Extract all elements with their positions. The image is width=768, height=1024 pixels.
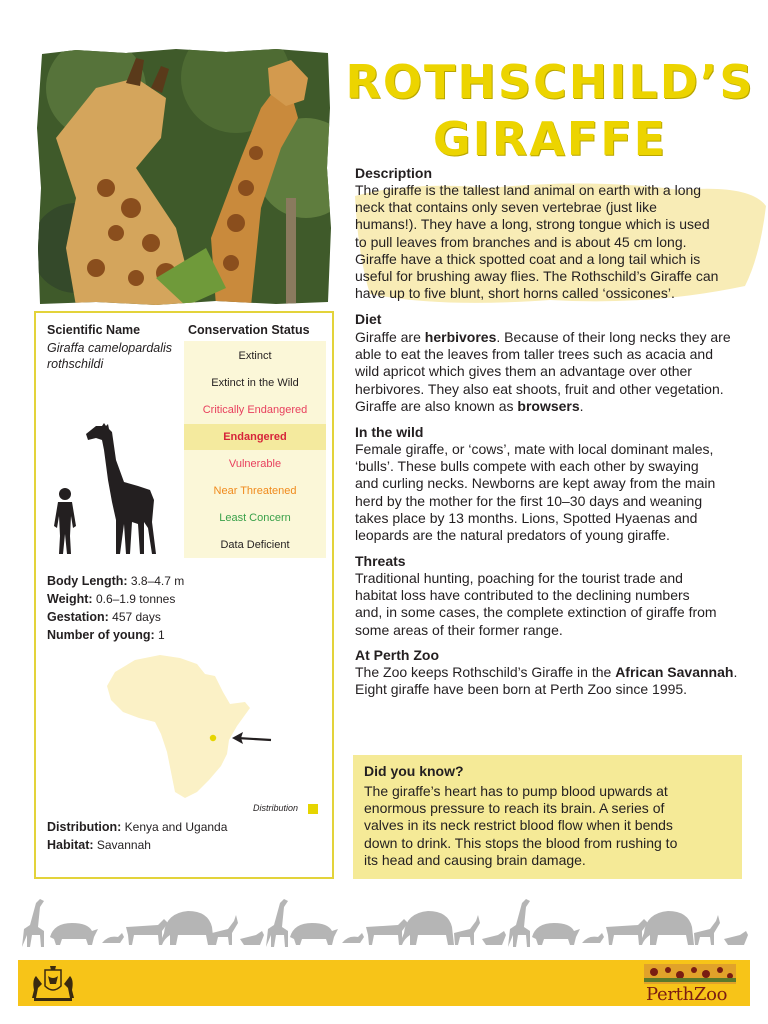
perth-zoo-logo-text: PerthZoo <box>646 984 728 1005</box>
description-line: have up to five blunt, short horns called ‘ossicones’. <box>355 285 675 302</box>
arrow-icon <box>232 732 271 744</box>
dyk-line: down to drink. This stops the blood from rushing to <box>364 834 678 851</box>
perth-bold-african-savannah: African Savannah <box>615 664 734 680</box>
habitat-value: Savannah <box>96 838 151 852</box>
meerkat-grey-icon <box>582 933 604 943</box>
description-line: humans!). They have a long, strong tongue which is used <box>355 216 710 233</box>
wild-dog-grey-icon <box>482 931 506 945</box>
conservation-status-heading: Conservation Status <box>188 323 310 337</box>
rhino-grey-icon <box>50 923 98 945</box>
animal-silhouette-band <box>18 893 754 951</box>
wild-dog-grey-icon <box>724 931 748 945</box>
status-critically-endangered: Critically Endangered <box>202 404 308 416</box>
wild-dog-grey-icon <box>240 931 264 945</box>
description-line: Giraffe have a thick spotted coat and a long tail which is <box>355 250 701 267</box>
distribution-label: Distribution: <box>47 820 122 834</box>
meerkat-grey-icon <box>342 933 364 943</box>
rhino-grey-icon <box>532 923 580 945</box>
giraffe-human-size-comparison <box>46 420 161 558</box>
threats-line: and, in some cases, the complete extinction of giraffe from <box>355 604 717 621</box>
scientific-name-line: Giraffa camelopardalis <box>47 341 173 355</box>
wild-heading: In the wild <box>355 424 424 440</box>
status-vulnerable: Vulnerable <box>228 458 282 470</box>
facts-list <box>47 572 317 644</box>
dyk-line: enormous pressure to reach its brain. A series of <box>364 800 665 817</box>
fact-label: Number of young: <box>47 628 155 642</box>
habitat-row <box>47 838 151 852</box>
diet-bold-herbivores: herbivores <box>424 329 497 345</box>
africa-distribution-map <box>105 652 280 802</box>
status-near-threatened: Near Threatened <box>213 485 297 497</box>
giraffe-silhouette-icon <box>86 423 156 554</box>
rhino-grey-icon <box>290 923 338 945</box>
did-you-know-heading: Did you know? <box>364 763 464 779</box>
wild-line: herd by the mother for the first 10–30 days and weaning <box>355 492 703 509</box>
meerkat-grey-icon <box>102 933 124 943</box>
dyk-line: The giraffe’s heart has to pump blood upwards at <box>364 783 668 799</box>
africa-shape <box>107 655 250 798</box>
description-line: to pull leaves from branches and is about 45 cm long. <box>355 233 687 250</box>
elephant-grey-icon <box>640 911 694 945</box>
fact-value: 1 <box>157 628 165 642</box>
wa-government-crest-icon <box>26 964 80 1004</box>
fact-label: Body Length: <box>47 574 128 588</box>
status-endangered-highlighted: Endangered <box>184 424 326 450</box>
threats-text <box>355 570 755 639</box>
title-line-1: ROTHSCHILD’S <box>345 55 755 109</box>
elephant-grey-icon <box>160 911 214 945</box>
status-extinct-in-wild: Extinct in the Wild <box>211 377 299 389</box>
status-data-deficient: Data Deficient <box>220 539 290 551</box>
threats-heading: Threats <box>355 553 406 569</box>
conservation-status-list <box>184 343 326 555</box>
perth-text <box>355 664 740 698</box>
description-line: The giraffe is the tallest land animal on earth with a long <box>355 182 702 198</box>
giraffe-grey-icon <box>266 899 288 947</box>
fact-label: Gestation: <box>47 610 109 624</box>
habitat-label: Habitat: <box>47 838 94 852</box>
wild-line: Female giraffe, or ‘cows’, mate with local dominant males, <box>355 441 714 457</box>
diet-text <box>355 329 735 415</box>
page-title <box>340 54 760 168</box>
giraffe-grey-icon <box>508 899 530 947</box>
dyk-line: valves in its neck restrict blood flow when it bends <box>364 817 673 834</box>
wild-text <box>355 441 755 544</box>
scientific-name-line: rothschildi <box>47 357 104 371</box>
fact-number-of-young <box>47 626 317 644</box>
threats-line: habitat loss have contributed to the declining numbers <box>355 587 690 604</box>
fact-weight <box>47 590 317 608</box>
threats-line: Traditional hunting, poaching for the tourist trade and <box>355 570 683 586</box>
antelope-grey-icon <box>212 915 238 945</box>
distribution-value: Kenya and Uganda <box>124 820 228 834</box>
fact-body-length <box>47 572 317 590</box>
wild-line: leopards are the natural predators of young giraffe. <box>355 527 670 544</box>
human-silhouette-icon <box>54 488 76 554</box>
description-heading: Description <box>355 165 433 181</box>
description-line: useful for brushing away flies. The Rothschild’s Giraffe can <box>355 268 719 285</box>
giraffe-grey-icon <box>22 899 44 947</box>
fact-value: 0.6–1.9 tonnes <box>95 592 176 606</box>
dyk-line: its head and causing brain damage. <box>364 851 586 868</box>
distribution-row <box>47 820 227 834</box>
wild-line: takes place by 13 months. Lions, Spotted Hyaenas and <box>355 509 698 526</box>
diet-heading: Diet <box>355 311 382 327</box>
fact-gestation <box>47 608 317 626</box>
map-legend-swatch <box>308 804 318 814</box>
did-you-know-text <box>364 783 736 869</box>
diet-text-part: . <box>579 397 584 414</box>
threats-line: some areas of their former range. <box>355 621 563 638</box>
fact-value: 3.8–4.7 m <box>130 574 185 588</box>
wild-line: ‘bulls’. These bulls compete with each other by swaying <box>355 458 699 475</box>
fact-value: 457 days <box>112 610 161 624</box>
map-legend-label: Distribution <box>253 803 299 813</box>
status-extinct: Extinct <box>238 350 272 362</box>
title-line-2: GIRAFFE <box>432 112 668 166</box>
elephant-grey-icon <box>400 911 454 945</box>
status-least-concern: Least Concern <box>219 512 291 524</box>
fact-label: Weight: <box>47 592 93 606</box>
perth-text-part: The Zoo keeps Rothschild’s Giraffe in the <box>355 664 616 680</box>
antelope-grey-icon <box>454 915 480 945</box>
kenya-uganda-marker <box>210 735 216 741</box>
perth-heading: At Perth Zoo <box>355 647 439 663</box>
scientific-name-heading: Scientific Name <box>47 323 141 337</box>
diet-bold-browsers: browsers <box>517 397 580 414</box>
diet-text-part: Giraffe are <box>355 329 425 345</box>
description-line: neck that contains only seven vertebrae (just like <box>355 199 657 216</box>
diet-text-part: . Because of their long necks they are able to eat the leaves from taller trees such as acacia and wild apricot which gives them an advantage over other herbivores. They also eat shoots, fruit and other vegetation. Giraffe are also known as <box>355 329 731 414</box>
antelope-grey-icon <box>694 915 720 945</box>
description-text <box>355 182 755 302</box>
giraffe-photo <box>36 48 332 306</box>
perth-text-part: . Eight giraffe have been born at Perth Zoo since 1995. <box>355 664 738 698</box>
wild-line: and curling necks. Newborns are kept away from the main <box>355 475 716 492</box>
